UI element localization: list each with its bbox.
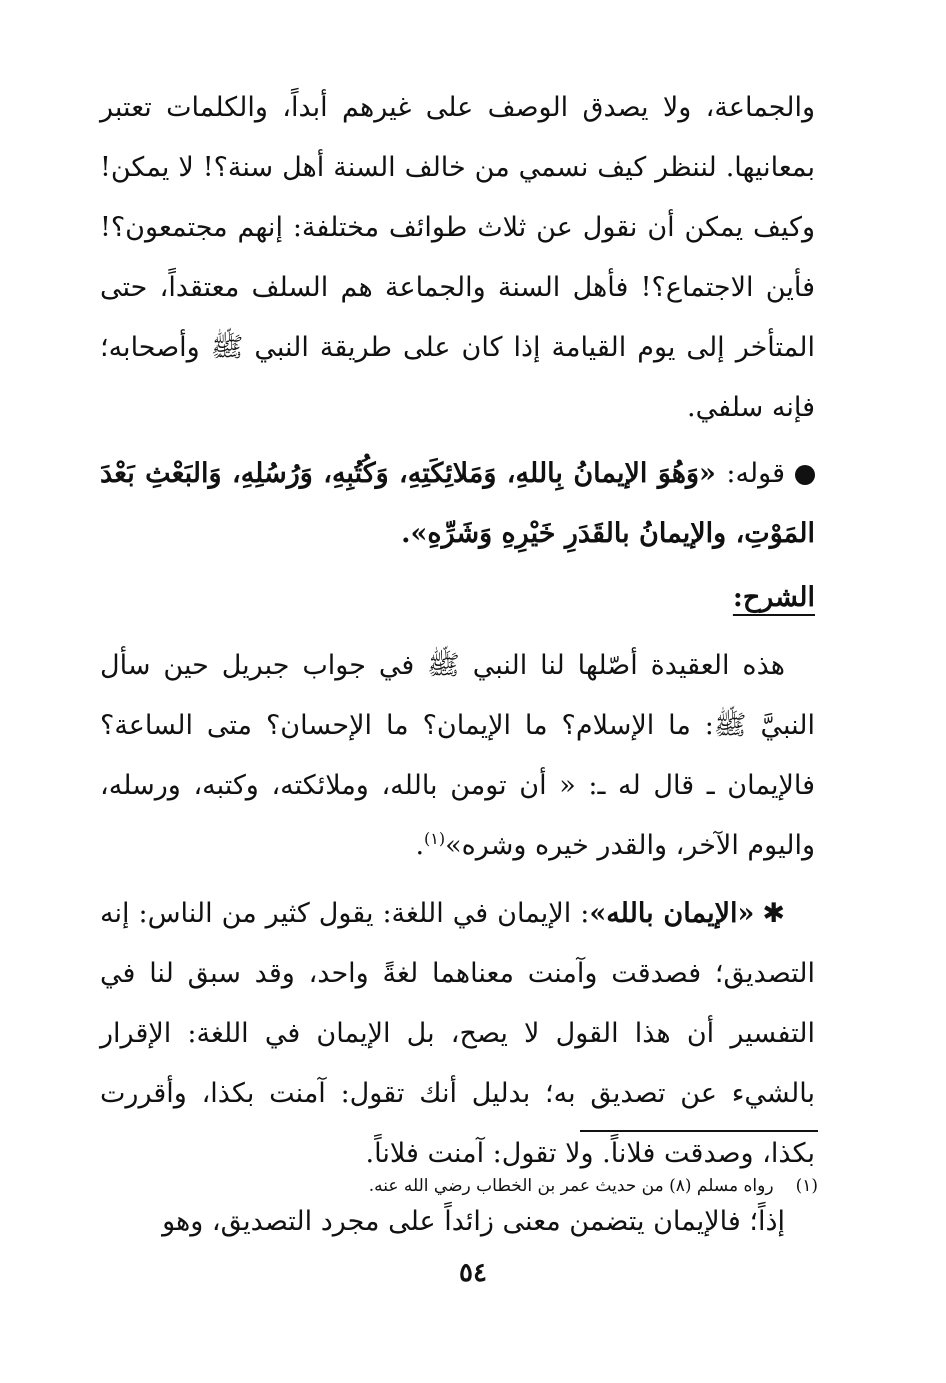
quoted-text-paragraph <box>100 444 815 564</box>
footnote-reference[interactable]: (١) <box>424 829 446 848</box>
footnote-text: رواه مسلم (٨) من حديث عمر بن الخطاب رضي الله عنه. <box>368 1176 774 1196</box>
star-icon: ✱ <box>762 898 785 929</box>
page-body <box>100 78 815 1252</box>
quote-text: «وَهُوَ الإيمانُ بِاللهِ، وَمَلائِكَتِهِ، وَكُتُبِهِ، وَرُسُلِهِ، وَالبَعْثِ بَعْدَ المَوْتِ، والإيمانُ بالقَدَرِ خَيْرِهِ وَشَرِّهِ». <box>100 458 815 549</box>
footnote <box>100 1172 818 1200</box>
defined-term: «الإيمان بالله» <box>589 898 755 929</box>
paragraph-intro: والجماعة، ولا يصدق الوصف على غيرهم أبداً، والكلمات تعتبر بمعانيها. لننظر كيف نسمي من خالف السنة أهل سنة؟! لا يمكن! وكيف يمكن أن نقول عن ثلاث طوائف مختلفة: إنهم مجتمعون؟! فأين الاجتماع؟! فأهل السنة والجماعة هم السلف معتقداً، حتى المتأخر إلى يوم القيامة إذا كان على طريقة النبي ﷺ وأصحابه؛ فإنه سلفي. <box>100 92 816 423</box>
definition-text: : الإيمان في اللغة: يقول كثير من الناس: إنه التصديق؛ فصدقت وآمنت معناهما لغةً واحد، وقد سبق لنا في التفسير أن هذا القول لا يصح، بل الإيمان في اللغة: الإقرار بالشيء عن تصديق به؛ بدليل أنك تقول: آمنت بكذا، وأقررت بكذا، وصدقت فلاناً. ولا تقول: آمنت فلاناً. <box>100 898 815 1169</box>
footnote-separator <box>580 1130 818 1132</box>
paragraph-continuation: إذاً؛ فالإيمان يتضمن معنى زائداً على مجرد التصديق، وهو <box>162 1206 785 1237</box>
paragraph-explanation: هذه العقيدة أصّلها لنا النبي ﷺ في جواب جبريل حين سأل النبيَّ ﷺ: ما الإسلام؟ ما الإيمان؟ ما الإحسان؟ متى الساعة؟ فالإيمان ـ قال له ـ: « أن تومن بالله، وملائكته، وكتبه، ورسله، واليوم الآخر، والقدر خيره وشره»$^{(١)}$. <box>100 650 815 861</box>
explanation-text: هذه العقيدة أصّلها لنا النبي ﷺ في جواب جبريل حين سأل النبيَّ ﷺ: ما الإسلام؟ ما الإيمان؟ ما الإحسان؟ متى الساعة؟ فالإيمان ـ قال له ـ: « أن تومن بالله، وملائكته، وكتبه، ورسله، واليوم الآخر، والقدر خيره وشره» <box>100 650 815 861</box>
page-number: ٥٤ <box>459 1258 487 1288</box>
footnote-number: (١) <box>795 1176 818 1196</box>
section-heading: الشرح: <box>732 582 815 613</box>
bullet-icon <box>795 465 815 485</box>
quote-lead: قوله: <box>726 458 785 489</box>
paragraph-definition <box>100 884 815 1184</box>
